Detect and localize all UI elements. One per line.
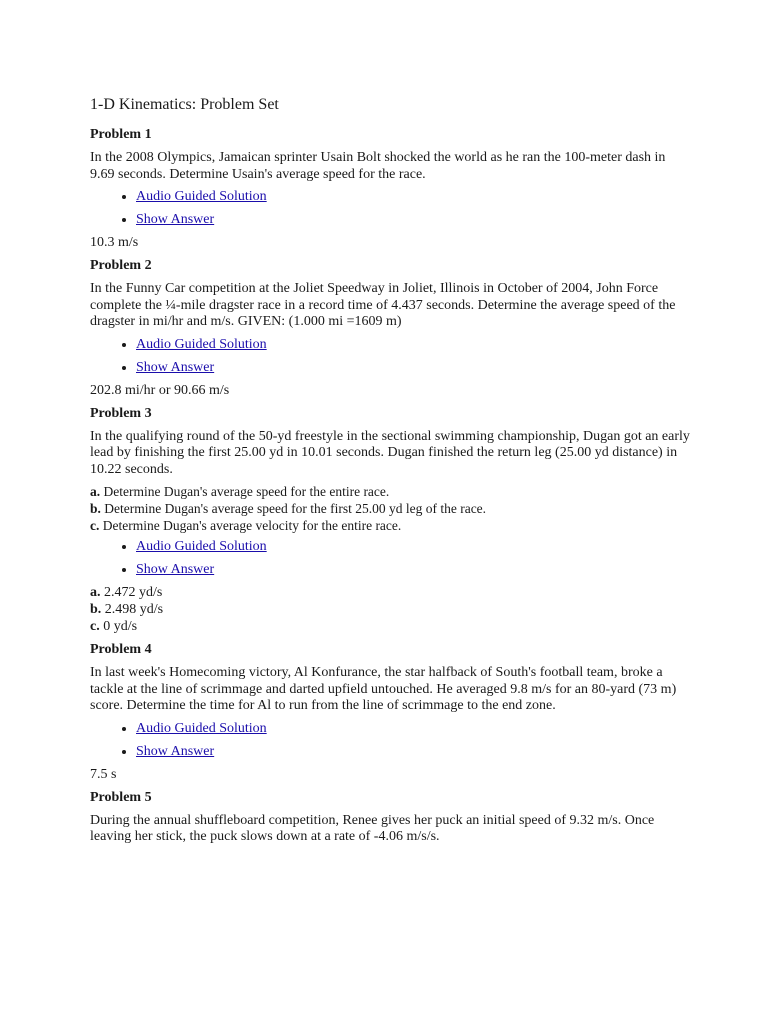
problem-heading: Problem 3 — [90, 405, 152, 421]
answer-c — [90, 618, 690, 635]
problem-heading: Problem 5 — [90, 789, 152, 805]
answer-a — [90, 584, 690, 601]
problem-3 — [90, 405, 690, 636]
answer-text: 202.8 mi/hr or 90.66 m/s — [90, 382, 230, 398]
answer-value: 2.472 yd/s — [104, 585, 163, 600]
show-answer-link[interactable]: Show Answer — [136, 562, 215, 577]
solution-links — [90, 538, 690, 578]
list-item — [136, 743, 690, 760]
answer-b — [90, 601, 690, 618]
list-item — [136, 211, 690, 228]
audio-guided-solution-link[interactable]: Audio Guided Solution — [136, 336, 267, 352]
problem-2 — [90, 257, 690, 399]
show-answer-link[interactable]: Show Answer — [136, 743, 215, 759]
answer-label: a. — [90, 585, 101, 600]
part-label: b. — [90, 501, 101, 516]
list-item — [136, 538, 690, 555]
problem-1 — [90, 126, 690, 251]
document-page — [90, 94, 690, 851]
problem-parts — [90, 483, 690, 534]
problem-part-c — [90, 517, 690, 534]
answer-text: 7.5 s — [90, 766, 117, 782]
answer-label: c. — [90, 619, 100, 634]
audio-guided-solution-link[interactable]: Audio Guided Solution — [136, 189, 267, 204]
list-item — [136, 720, 690, 737]
part-text: Determine Dugan's average speed for the entire race. — [103, 484, 390, 499]
audio-guided-solution-link[interactable]: Audio Guided Solution — [136, 720, 267, 736]
list-item — [136, 359, 690, 376]
problem-text: In last week's Homecoming victory, Al Konfurance, the star halfback of South's football team, broke a tackle at the line of scrimmage and darted upfield untouched. He averaged 9.8 m/s for an 80-yard (73 m) score. Determine the time for Al to run from the line of scrimmage to the end zone. — [90, 665, 677, 713]
problem-part-a — [90, 483, 690, 500]
answer-text: 10.3 m/s — [90, 235, 139, 250]
answer-label: b. — [90, 602, 102, 617]
list-item — [136, 188, 690, 205]
problem-text: In the 2008 Olympics, Jamaican sprinter Usain Bolt shocked the world as he ran the 100-meter dash in 9.69 seconds. Determine Usain's average speed for the race. — [90, 150, 666, 182]
solution-links — [90, 336, 690, 376]
audio-guided-solution-link[interactable]: Audio Guided Solution — [136, 539, 267, 554]
answer-value: 0 yd/s — [103, 619, 138, 634]
problem-text: During the annual shuffleboard competition, Renee gives her puck an initial speed of 9.32 m/s. Once leaving her stick, the puck slows down at a rate of -4.06 m/s/s. — [90, 812, 655, 844]
problem-4 — [90, 641, 690, 783]
problem-heading: Problem 4 — [90, 642, 152, 657]
answer-value: 2.498 yd/s — [104, 602, 164, 617]
part-label: a. — [90, 484, 101, 499]
list-item — [136, 336, 690, 353]
problem-text: In the Funny Car competition at the Joliet Speedway in Joliet, Illinois in October of 2004, John Force complete the ¼-mile dragster race in a record time of 4.437 seconds. Determine the average speed of the dragster in mi/hr and m/s. GIVEN: (1.000 mi =1609 m) — [90, 281, 676, 329]
part-label: c. — [90, 518, 100, 533]
solution-links — [90, 188, 690, 228]
problem-5 — [90, 789, 690, 846]
problem-part-b — [90, 500, 690, 517]
problem-heading: Problem 2 — [90, 258, 152, 273]
answer-list — [90, 584, 690, 635]
solution-links — [90, 720, 690, 760]
show-answer-link[interactable]: Show Answer — [136, 359, 215, 375]
part-text: Determine Dugan's average velocity for the entire race. — [102, 518, 402, 533]
problem-heading: Problem 1 — [90, 127, 152, 142]
part-text: Determine Dugan's average speed for the first 25.00 yd leg of the race. — [104, 501, 487, 516]
page-title: 1-D Kinematics: Problem Set — [90, 96, 279, 113]
show-answer-link[interactable]: Show Answer — [136, 212, 215, 227]
list-item — [136, 561, 690, 578]
problem-text: In the qualifying round of the 50-yd freestyle in the sectional swimming championship, Dugan got an early lead by finishing the first 25.00 yd in 10.01 seconds. Dugan finished the return leg (25.00 yd distance) in 10.22 seconds. — [90, 428, 690, 477]
